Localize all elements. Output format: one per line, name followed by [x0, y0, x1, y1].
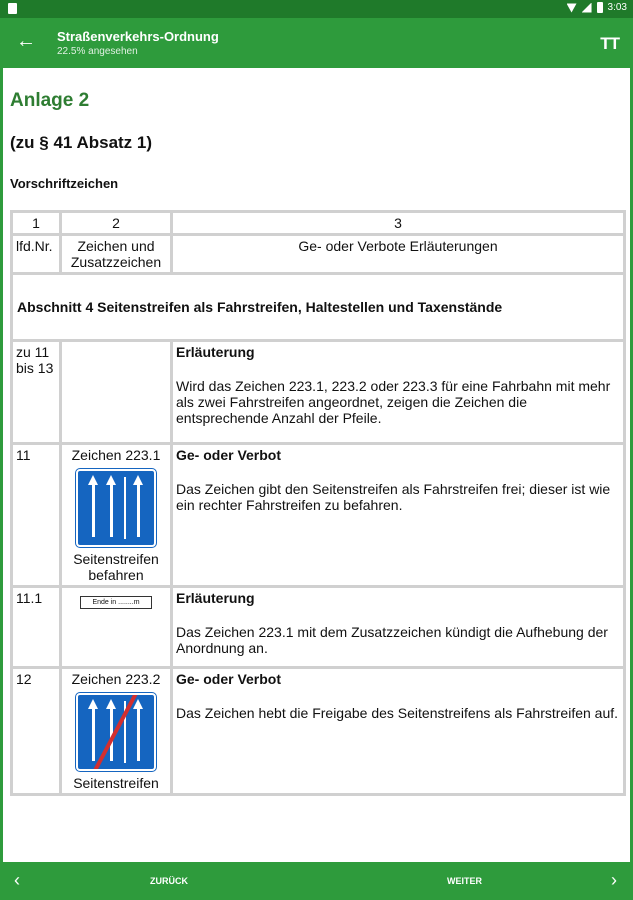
- table-row: [13, 275, 623, 339]
- rule-label: Ge- oder Verbot: [176, 447, 282, 464]
- status-bar: [0, 0, 633, 18]
- table-row: [13, 213, 623, 233]
- table-row: [13, 669, 623, 793]
- row-number: 12: [13, 669, 59, 793]
- table-row: [13, 342, 623, 442]
- sign-caption: Seitenstreifen: [73, 775, 159, 792]
- section-label: Vorschriftzeichen: [10, 176, 119, 191]
- column-number: 2: [62, 213, 170, 233]
- sign-caption: Seitenstreifen befahren: [73, 551, 159, 584]
- table-row: [13, 445, 623, 585]
- rule-label: Erläuterung: [176, 344, 255, 361]
- column-header: Ge- oder Verbote Erläuterungen: [173, 236, 623, 272]
- rule-cell: [173, 342, 623, 442]
- text-size-icon[interactable]: TT: [600, 34, 619, 53]
- column-number: 3: [173, 213, 623, 233]
- document-content[interactable]: [0, 68, 633, 862]
- strike-line: [94, 693, 139, 771]
- column-number: 1: [13, 213, 59, 233]
- column-header: Zeichen und Zusatzzeichen: [62, 236, 170, 272]
- app-title: Straßenverkehrs-Ordnung: [57, 29, 219, 44]
- sign-cell: [62, 669, 170, 793]
- rule-text: Das Zeichen 223.1 mit dem Zusatzzeichen kündigt die Aufhebung der Anordnung an.: [176, 624, 608, 657]
- sign-title: Zeichen 223.1: [71, 447, 161, 464]
- rule-cell: [173, 588, 623, 666]
- column-header: lfd.Nr.: [13, 236, 59, 272]
- sign-cell: [62, 342, 170, 442]
- row-number: zu 11 bis 13: [13, 342, 59, 442]
- sd-card-icon: [8, 3, 17, 14]
- chevron-right-icon[interactable]: ›: [611, 870, 617, 890]
- table-row: [13, 236, 623, 272]
- sign-title: Zeichen 223.2: [71, 671, 161, 688]
- additional-sign-icon: Ende in ........m: [80, 596, 152, 609]
- progress-subtitle: 22.5% angesehen: [57, 46, 138, 57]
- rule-text: Das Zeichen hebt die Freigabe des Seitenstreifens als Fahrstreifen auf.: [176, 705, 619, 722]
- row-number: 11: [13, 445, 59, 585]
- signal-icon: [582, 3, 592, 13]
- rule-text: Wird das Zeichen 223.1, 223.2 oder 223.3 für eine Fahrbahn mit mehr als zwei Fahrstreifen angeordnet, zeigen die Zeichen die entsprechende Anzahl der Pfeile.: [176, 378, 611, 427]
- sign-cell: [62, 588, 170, 666]
- app-bar: [0, 18, 633, 68]
- section-title: Abschnitt 4 Seitenstreifen als Fahrstreifen, Haltestellen und Taxenstände: [13, 275, 623, 339]
- back-button[interactable]: ZURÜCK: [150, 876, 188, 886]
- table-row: [13, 588, 623, 666]
- chevron-left-icon[interactable]: ‹: [14, 870, 20, 890]
- battery-icon: [597, 2, 603, 13]
- rule-text: Das Zeichen gibt den Seitenstreifen als Fahrstreifen frei; dieser ist wie ein rechter Fahrstreifen zu befahren.: [176, 481, 611, 514]
- bottom-nav-bar: [0, 862, 633, 900]
- lane-sign-223-2-icon: [76, 693, 156, 771]
- wifi-icon: [567, 3, 577, 13]
- clock: 3:03: [607, 2, 627, 13]
- rule-label: Erläuterung: [176, 590, 255, 607]
- rule-cell: [173, 445, 623, 585]
- page-subtitle: (zu § 41 Absatz 1): [10, 133, 153, 152]
- sign-cell: [62, 445, 170, 585]
- arrow-left-icon[interactable]: ←: [16, 30, 36, 52]
- next-button[interactable]: WEITER: [447, 876, 482, 886]
- regulation-table: [10, 210, 626, 796]
- row-number: 11.1: [13, 588, 59, 666]
- lane-sign-223-1-icon: [76, 469, 156, 547]
- rule-cell: [173, 669, 623, 793]
- page-title: Anlage 2: [10, 90, 90, 111]
- rule-label: Ge- oder Verbot: [176, 671, 282, 688]
